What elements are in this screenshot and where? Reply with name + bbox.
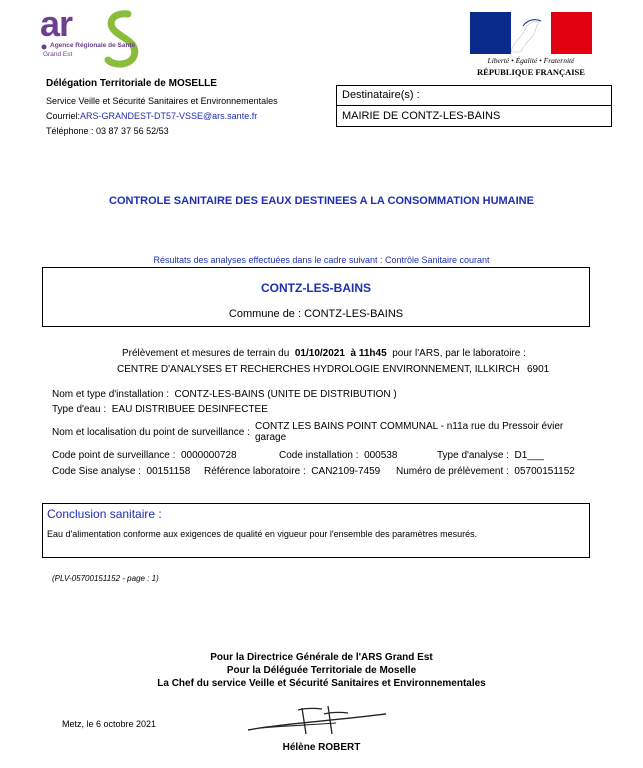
water-type-value: EAU DISTRIBUEE DESINFECTEE xyxy=(111,404,268,415)
sender-phone: Téléphone : 03 87 37 56 52/53 xyxy=(46,126,169,136)
code-point-label: Code point de surveillance : xyxy=(52,450,176,461)
code-point-value: 0000000728 xyxy=(180,450,237,461)
installation-label: Nom et type d'installation : xyxy=(52,389,169,400)
sample-number-value: 05700151152 xyxy=(514,466,575,477)
code-installation-value: 000538 xyxy=(364,450,398,461)
recipient-name: MAIRIE DE CONTZ-LES-BAINS xyxy=(342,110,501,122)
signature-line-1: Pour la Directrice Générale de l'ARS Grand Est xyxy=(210,652,433,663)
email-link[interactable]: ARS-GRANDEST-DT57-VSSE@ars.sante.fr xyxy=(80,111,258,121)
sampling-date: 01/10/2021 xyxy=(294,348,345,359)
signature-line-2: Pour la Déléguée Territoriale de Moselle xyxy=(226,665,417,676)
service-name: Service Veille et Sécurité Sanitaires et Environnementales xyxy=(46,96,278,106)
conclusion-heading: Conclusion sanitaire : xyxy=(47,507,162,521)
conclusion-box xyxy=(42,503,590,558)
recipient-label: Destinataire(s) : xyxy=(342,89,420,101)
handwritten-signature xyxy=(240,700,390,738)
republic-motto: Liberté • Égalité • Fraternité xyxy=(487,56,575,65)
installation-row xyxy=(52,389,397,400)
code-installation-row xyxy=(279,450,397,461)
recipient-box xyxy=(336,85,612,127)
analysis-context: Résultats des analyses effectuées dans le cadre suivant : Contrôle Sanitaire courant xyxy=(153,255,490,265)
document-title: CONTROLE SANITAIRE DES EAUX DESTINEES A LA CONSOMMATION HUMAINE xyxy=(109,195,534,207)
ars-region: Grand Est xyxy=(43,51,73,58)
recipient-divider xyxy=(337,105,611,106)
laboratory-code: 6901 xyxy=(527,364,550,375)
delegation-name: Délégation Territoriale de MOSELLE xyxy=(46,78,217,89)
surveillance-point-value-1: CONTZ LES BAINS POINT COMMUNAL - n11a rue du Pressoir évier xyxy=(255,421,564,432)
installation-value: CONTZ-LES-BAINS (UNITE DE DISTRIBUTION ) xyxy=(174,389,397,400)
sender-email-line xyxy=(46,111,257,121)
sample-number-label: Numéro de prélèvement : xyxy=(396,466,509,477)
conclusion-text: Eau d'alimentation conforme aux exigences de qualité en vigueur pour l'ensemble des paramètres mesurés. xyxy=(47,529,478,539)
ars-logo-graphic xyxy=(40,8,160,68)
signer-name: Hélène ROBERT xyxy=(282,742,361,753)
sampling-prefix: Prélèvement et mesures de terrain du xyxy=(122,348,290,359)
email-label: Courriel: xyxy=(46,111,81,121)
page-reference: (PLV-05700151152 - page : 1) xyxy=(52,574,159,583)
laboratory-line xyxy=(117,364,520,375)
commune-subtitle: Commune de : CONTZ-LES-BAINS xyxy=(228,308,404,320)
sampling-line xyxy=(122,348,526,359)
sampling-suffix: pour l'ARS, par le laboratoire : xyxy=(392,348,526,359)
lab-reference-value: CAN2109-7459 xyxy=(311,466,381,477)
analysis-type-row xyxy=(437,450,544,461)
place-and-date: Metz, le 6 octobre 2021 xyxy=(62,719,157,729)
code-point-row xyxy=(52,450,237,461)
surveillance-point-value-2: garage xyxy=(255,432,287,443)
french-flag-marianne-icon xyxy=(470,12,592,54)
analysis-type-label: Type d'analyse : xyxy=(437,450,509,461)
code-installation-label: Code installation : xyxy=(279,450,359,461)
sise-value: 00151158 xyxy=(146,466,191,477)
sampling-time: à 11h45 xyxy=(350,348,387,359)
sample-number-row xyxy=(396,466,575,477)
surveillance-point-label: Nom et localisation du point de surveillance : xyxy=(52,427,250,438)
signature-line-3: La Chef du service Veille et Sécurité Sanitaires et Environnementales xyxy=(157,678,486,689)
sise-label: Code Sise analyse : xyxy=(52,466,141,477)
lab-reference-label: Référence laboratoire : xyxy=(204,466,306,477)
ars-logo xyxy=(40,8,160,68)
water-type-row xyxy=(52,404,268,415)
commune-title: CONTZ-LES-BAINS xyxy=(261,281,371,295)
lab-reference-row xyxy=(204,466,380,477)
water-type-label: Type d'eau : xyxy=(52,404,107,415)
ars-agency-name: Agence Régionale de Santé xyxy=(50,42,136,49)
sise-row xyxy=(52,466,190,477)
republique-francaise-logo xyxy=(470,12,592,78)
commune-box xyxy=(42,267,590,327)
analysis-type-value: D1___ xyxy=(514,450,544,461)
republic-name: RÉPUBLIQUE FRANÇAISE xyxy=(477,67,585,77)
laboratory-name: CENTRE D'ANALYSES ET RECHERCHES HYDROLOGIE ENVIRONNEMENT, ILLKIRCH xyxy=(117,364,520,375)
svg-text:ar: ar xyxy=(40,8,73,44)
